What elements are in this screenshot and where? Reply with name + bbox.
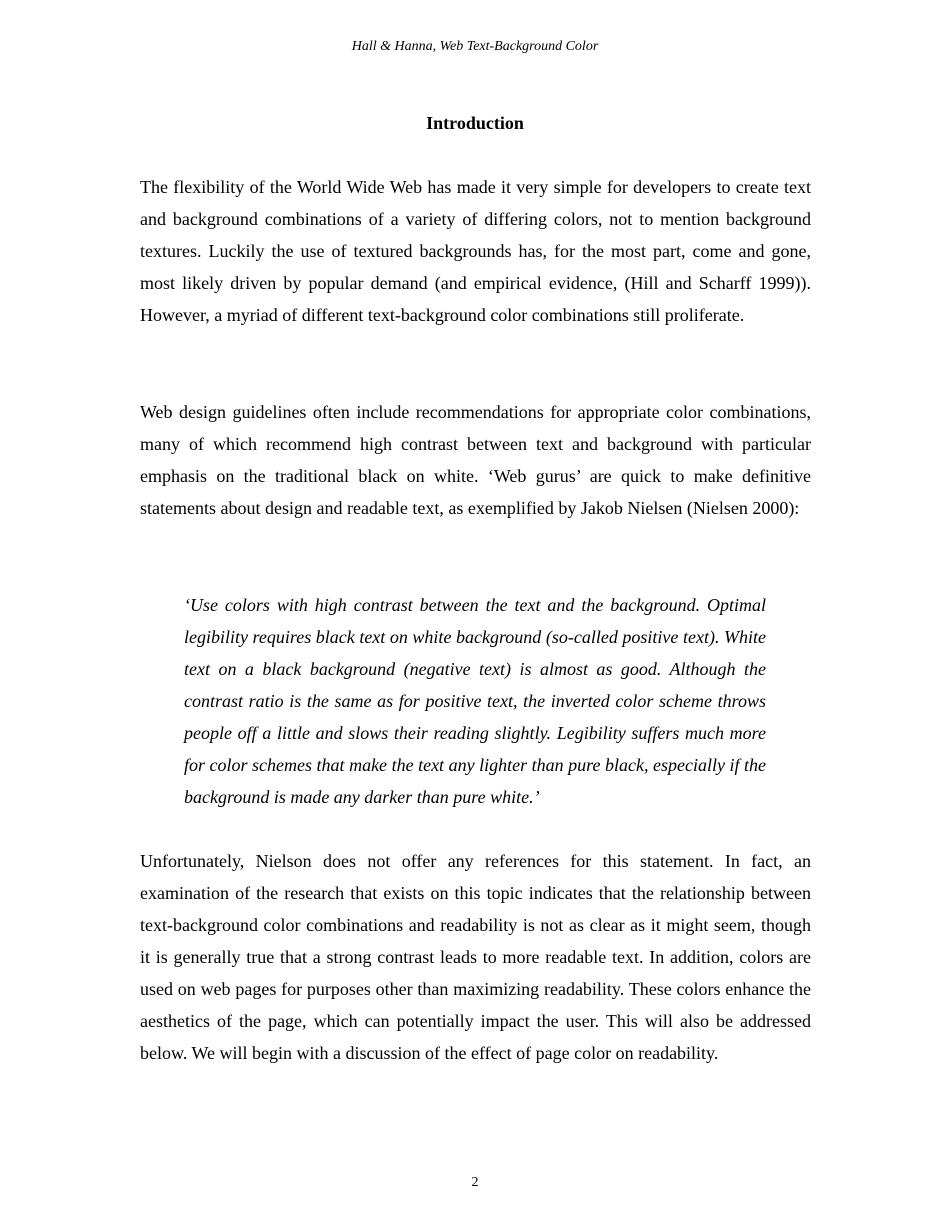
section-title: Introduction [426, 113, 524, 133]
page-number: 2 [471, 1175, 479, 1190]
block-quote: ‘Use colors with high contrast between the text and the background. Optimal legibility requires black text on white background (so-called positive text). White text on a black background (negative text) is almost as good. Although the contrast ratio is the same as for positive text, the inverted color scheme throws people off a little and slows their reading slightly. Legibility suffers much more for color schemes that make the text any lighter than pure black, especially if the background is made any darker than pure white.’ [184, 595, 766, 807]
body-paragraph: Unfortunately, Nielson does not offer any references for this statement. In fact, an examination of the research that exists on this topic indicates that the relationship between text-background color combinations and readability is not as clear as it might seem, though it is generally true that a strong contrast leads to more readable text. In addition, colors are used on web pages for purposes other than maximizing readability. These colors enhance the aesthetics of the page, which can potentially impact the user. This will also be addressed below. We will begin with a discussion of the effect of page color on readability. [140, 851, 811, 1063]
body-paragraph: Web design guidelines often include recommendations for appropriate color combinations, many of which recommend high contrast between text and background with particular emphasis on the traditional black on white. ‘Web gurus’ are quick to make definitive statements about design and readable text, as exemplified by Jakob Nielsen (Nielsen 2000): [140, 402, 811, 518]
body-paragraph: The flexibility of the World Wide Web has made it very simple for developers to create text and background combinations of a variety of differing colors, not to mention background textures. Luckily the use of textured backgrounds has, for the most part, come and gone, most likely driven by popular demand (and empirical evidence, (Hill and Scharff 1999)). However, a myriad of different text-background color combinations still proliferate. [140, 177, 811, 325]
running-header: Hall & Hanna, Web Text-Background Color [351, 39, 599, 54]
